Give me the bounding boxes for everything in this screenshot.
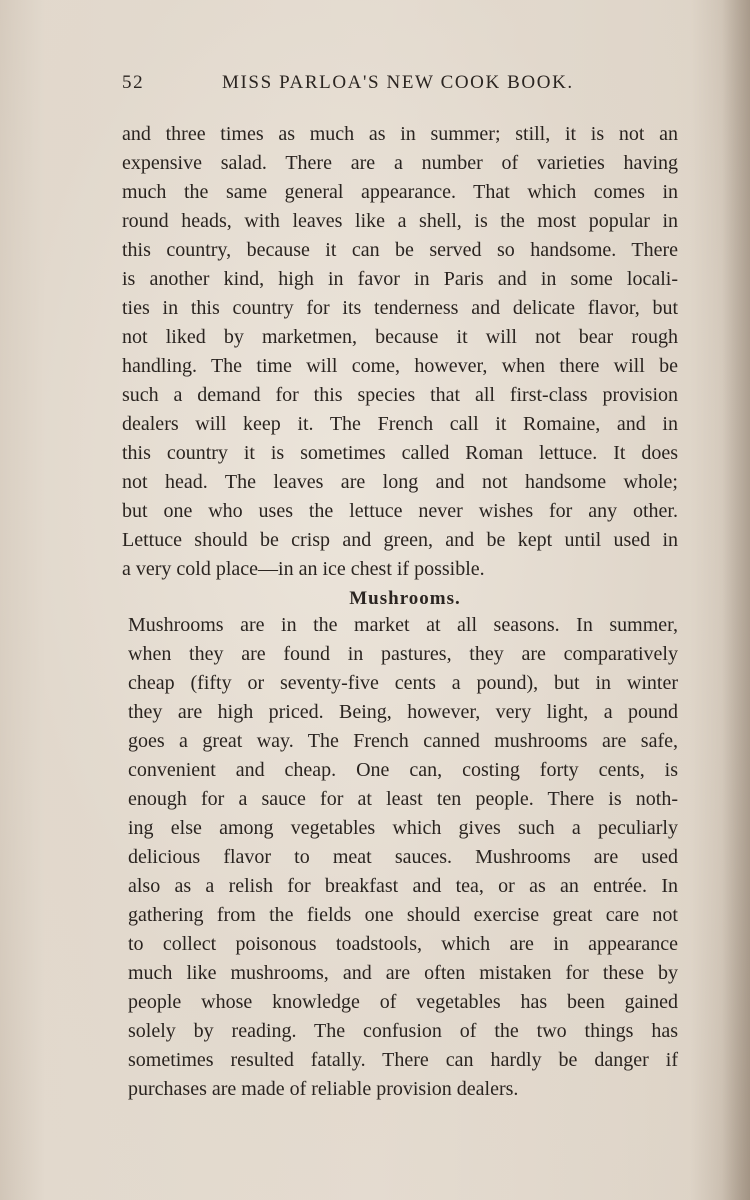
text-line: not liked by marketmen, because it will not bear rough bbox=[122, 326, 678, 348]
text-line: dealers will keep it. The French call it Romaine, and in bbox=[122, 413, 678, 435]
text-line: much like mushrooms, and are often mistaken for these by bbox=[128, 962, 678, 984]
text-line: convenient and cheap. One can, costing forty cents, is bbox=[128, 759, 678, 781]
text-line: purchases are made of reliable provision dealers. bbox=[128, 1078, 519, 1100]
text-line: ties in this country for its tenderness and delicate flavor, but bbox=[122, 297, 678, 319]
text-line: delicious flavor to meat sauces. Mushrooms are used bbox=[128, 846, 678, 868]
text-line: and three times as much as in summer; still, it is not an bbox=[122, 123, 678, 145]
text-line: when they are found in pastures, they are comparatively bbox=[128, 643, 678, 665]
section-heading bbox=[0, 588, 750, 610]
text-line: they are high priced. Being, however, very light, a pound bbox=[128, 701, 678, 723]
text-line: is another kind, high in favor in Paris and in some locali- bbox=[122, 268, 678, 290]
text-line: Mushrooms are in the market at all seasons. In summer, bbox=[128, 614, 678, 636]
text-line: this country, because it can be served so handsome. There bbox=[122, 239, 678, 261]
text-line: handling. The time will come, however, when there will be bbox=[122, 355, 678, 377]
text-line: Lettuce should be crisp and green, and be kept until used in bbox=[122, 529, 678, 551]
running-header bbox=[122, 68, 678, 102]
text-line: but one who uses the lettuce never wishes for any other. bbox=[122, 500, 678, 522]
text-line: not head. The leaves are long and not handsome whole; bbox=[122, 471, 678, 493]
text-line: to collect poisonous toadstools, which are in appearance bbox=[128, 933, 678, 955]
text-line: enough for a sauce for at least ten people. There is noth- bbox=[128, 788, 678, 810]
paragraph-lettuce bbox=[122, 120, 678, 584]
text-line: ing else among vegetables which gives such a peculiarly bbox=[128, 817, 678, 839]
text-line: cheap (fifty or seventy-five cents a pound), but in winter bbox=[128, 672, 678, 694]
paragraph-mushrooms bbox=[128, 611, 678, 1104]
text-line: gathering from the fields one should exercise great care not bbox=[128, 904, 678, 926]
text-line: also as a relish for breakfast and tea, or as an entrée. In bbox=[128, 875, 678, 897]
text-line: solely by reading. The confusion of the two things has bbox=[128, 1020, 678, 1042]
text-line: people whose knowledge of vegetables has been gained bbox=[128, 991, 678, 1013]
text-line: such a demand for this species that all first-class provision bbox=[122, 384, 678, 406]
text-line: goes a great way. The French canned mushrooms are safe, bbox=[128, 730, 678, 752]
text-line: round heads, with leaves like a shell, is the most popular in bbox=[122, 210, 678, 232]
text-line: a very cold place—in an ice chest if possible. bbox=[122, 558, 485, 580]
running-title: MISS PARLOA'S NEW COOK BOOK. bbox=[222, 72, 574, 93]
section-heading-text: Mushrooms. bbox=[349, 588, 461, 609]
text-line: sometimes resulted fatally. There can hardly be danger if bbox=[128, 1049, 678, 1071]
text-line: expensive salad. There are a number of varieties having bbox=[122, 152, 678, 174]
text-line: much the same general appearance. That which comes in bbox=[122, 181, 678, 203]
page-number: 52 bbox=[122, 72, 145, 93]
text-line: this country it is sometimes called Roman lettuce. It does bbox=[122, 442, 678, 464]
